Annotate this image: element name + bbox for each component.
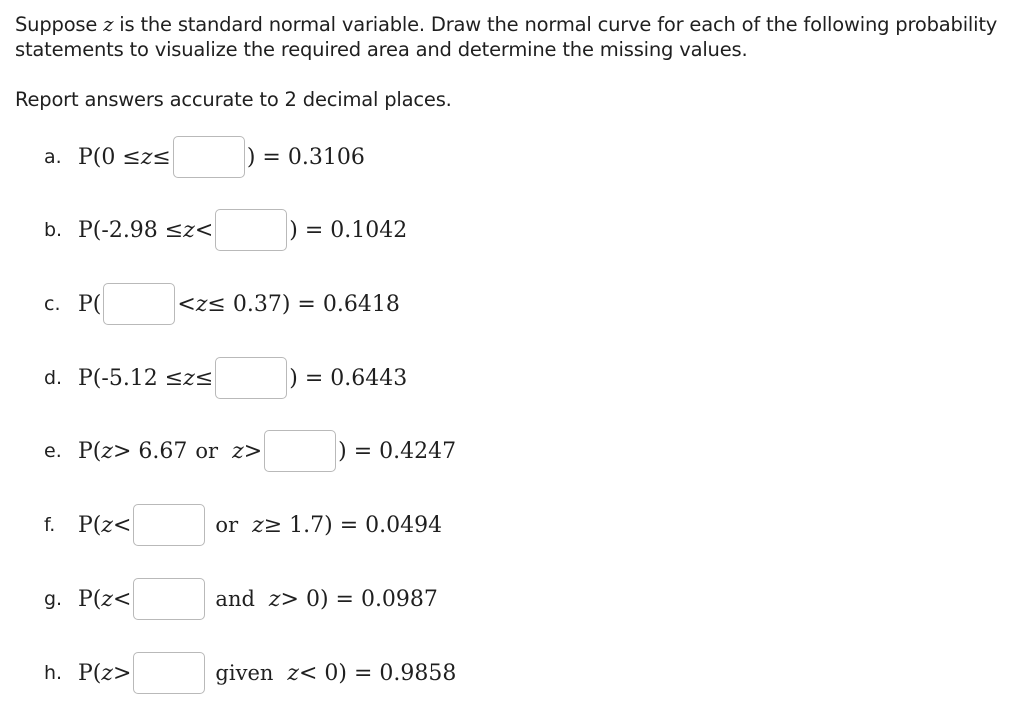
question-b-expression — [78, 209, 407, 251]
answer-c-input[interactable] — [103, 283, 175, 325]
question-c-pre: P( — [78, 291, 102, 317]
question-c-post: ≤ 0.37) = 0.6418 — [207, 291, 400, 317]
question-g-mid: < — [112, 586, 132, 612]
question-c-z: z — [195, 291, 208, 317]
question-d-label: d. — [44, 367, 63, 389]
question-g-label: g. — [44, 588, 63, 610]
question-c-label: c. — [44, 293, 61, 315]
question-g — [44, 576, 438, 622]
question-e-z2: z — [232, 438, 244, 464]
question-b-pre: P(-2.98 ≤ — [78, 217, 184, 243]
question-e-or: or — [195, 439, 219, 463]
question-c-lt: < — [177, 291, 196, 317]
question-f-z2: z — [252, 512, 264, 538]
question-h-conj: given — [215, 661, 274, 685]
question-h-pre: P( — [78, 660, 102, 686]
answer-e-input[interactable] — [264, 430, 336, 472]
question-a-z: z — [140, 144, 153, 170]
answer-d-input[interactable] — [215, 357, 287, 399]
question-f-conj: or — [215, 513, 239, 537]
question-d-expression — [78, 357, 407, 399]
question-f-label: f. — [44, 514, 56, 536]
question-g-z: z — [101, 586, 113, 612]
question-b — [44, 207, 407, 253]
question-f-post: ≥ 1.7) = 0.0494 — [263, 512, 443, 538]
question-d-pre: P(-5.12 ≤ — [78, 365, 184, 391]
question-g-pre: P( — [78, 586, 102, 612]
answer-h-input[interactable] — [133, 652, 205, 694]
question-e-z: z — [101, 438, 113, 464]
question-e-label: e. — [44, 440, 62, 462]
question-e-expression — [78, 430, 456, 472]
question-e-mid1: > 6.67 — [112, 438, 188, 464]
question-a — [44, 134, 365, 180]
question-b-mid: < — [194, 217, 214, 243]
question-a-pre: P(0 ≤ — [78, 144, 141, 170]
question-h-label: h. — [44, 662, 63, 684]
question-b-z: z — [183, 217, 195, 243]
question-g-post: > 0) = 0.0987 — [280, 586, 438, 612]
question-e-post: ) = 0.4247 — [338, 438, 457, 464]
question-h — [44, 650, 456, 696]
answer-f-input[interactable] — [133, 504, 205, 546]
question-g-z2: z — [268, 586, 281, 612]
question-g-conj: and — [215, 587, 255, 611]
question-d-post: ) = 0.6443 — [289, 365, 408, 391]
question-g-expression — [78, 578, 438, 620]
question-a-mid: ≤ — [152, 144, 171, 170]
question-h-z: z — [101, 660, 113, 686]
question-e-mid2: > — [243, 438, 263, 464]
intro-text-2: is the standard normal variable. Draw the normal curve for each of the following probability statements to visualize the required area and determine the missing values. — [15, 13, 998, 61]
question-h-mid: > — [112, 660, 132, 686]
question-h-expression — [78, 652, 456, 694]
question-a-label: a. — [44, 146, 62, 168]
question-a-expression — [78, 136, 365, 178]
question-h-post: < 0) = 0.9858 — [299, 660, 457, 686]
question-d — [44, 355, 407, 401]
question-e — [44, 428, 456, 474]
question-f-pre: P( — [78, 512, 102, 538]
question-f-z: z — [101, 512, 113, 538]
answer-g-input[interactable] — [133, 578, 205, 620]
intro-z-variable: z — [103, 13, 114, 36]
question-e-pre: P( — [78, 438, 102, 464]
question-d-mid: ≤ — [194, 365, 214, 391]
question-c — [44, 281, 400, 327]
question-h-z2: z — [287, 660, 299, 686]
question-d-z: z — [183, 365, 195, 391]
question-c-expression — [78, 283, 400, 325]
question-f — [44, 502, 442, 548]
answer-b-input[interactable] — [215, 209, 287, 251]
report-instruction: Report answers accurate to 2 decimal places. — [15, 88, 452, 111]
question-f-mid: < — [112, 512, 132, 538]
question-b-label: b. — [44, 219, 63, 241]
question-f-expression — [78, 504, 442, 546]
question-a-post: ) = 0.3106 — [246, 144, 365, 170]
problem-statement — [15, 12, 1015, 62]
question-b-post: ) = 0.1042 — [289, 217, 408, 243]
answer-a-input[interactable] — [173, 136, 245, 178]
intro-text-1: Suppose — [15, 13, 104, 36]
